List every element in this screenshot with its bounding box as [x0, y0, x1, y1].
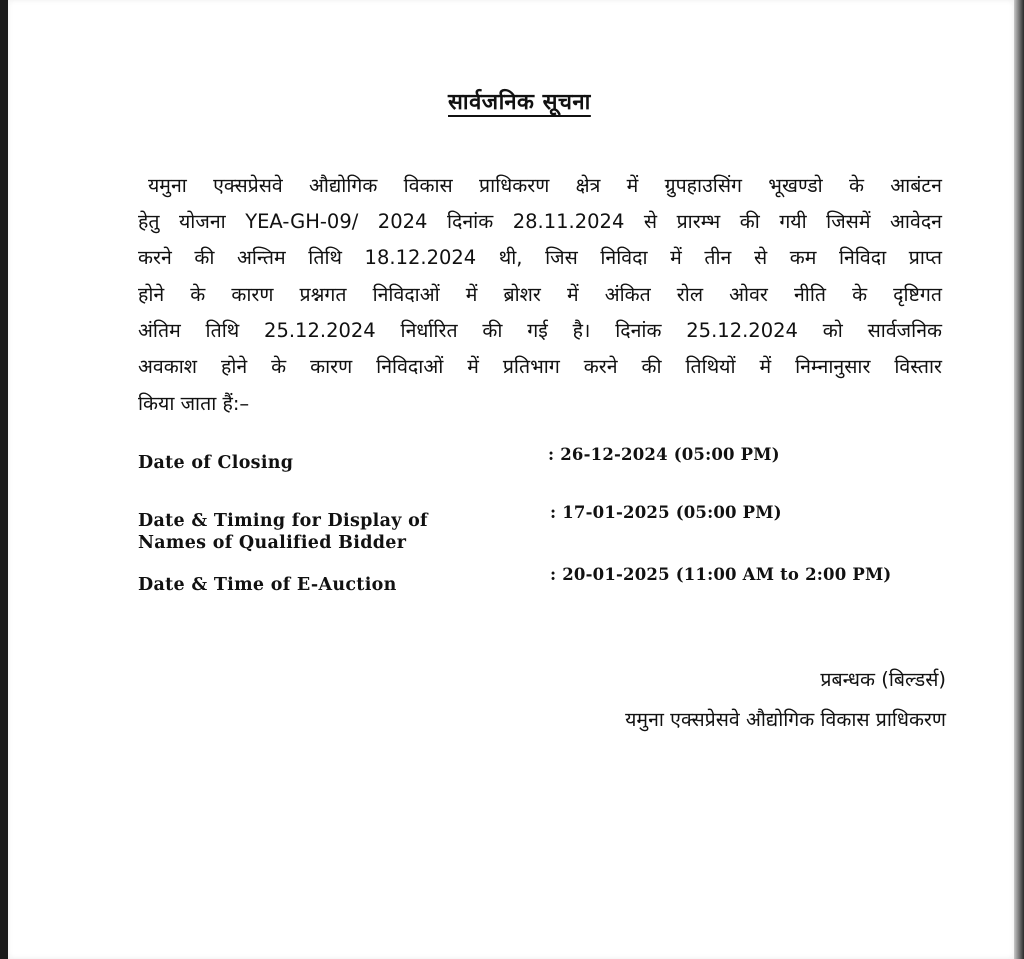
schedule-value-display: : 17-01-2025 (05:00 PM)	[550, 503, 782, 522]
notice-body-line: यमुना एक्सप्रेसवे औद्योगिक विकास प्राधिकरण क्षेत्र में ग्रुपहाउसिंग भूखण्डो के आबंटन	[148, 174, 942, 197]
notice-body-line: करने की अन्तिम तिथि 18.12.2024 थी, जिस निविदा में तीन से कम निविदा प्राप्त	[138, 246, 942, 269]
schedule-label-closing: Date of Closing	[138, 453, 294, 473]
schedule-label-display: Date & Timing for Display of	[138, 511, 428, 531]
notice-page	[8, 0, 1014, 959]
schedule-label-eauction: Date & Time of E-Auction	[138, 575, 397, 595]
notice-body-line: किया जाता हैं:–	[138, 392, 250, 415]
notice-body-line: अंतिम तिथि 25.12.2024 निर्धारित की गई है। दिनांक 25.12.2024 को सार्वजनिक	[138, 319, 942, 342]
notice-title: सार्वजनिक सूचना	[448, 90, 591, 115]
schedule-label-display-cont: Names of Qualified Bidder	[138, 533, 407, 553]
notice-body-line: होने के कारण प्रश्नगत निविदाओं में ब्रोशर में अंकित रोल ओवर नीति के दृष्टिगत	[138, 283, 942, 306]
schedule-value-closing: : 26-12-2024 (05:00 PM)	[548, 445, 780, 464]
signature-authority: यमुना एक्सप्रेसवे औद्योगिक विकास प्राधिकरण	[625, 708, 946, 731]
notice-body-line: हेतु योजना YEA-GH-09/ 2024 दिनांक 28.11.2024 से प्रारम्भ की गयी जिसमें आवेदन	[138, 210, 942, 233]
signature-designation: प्रबन्धक (बिल्डर्स)	[820, 668, 946, 691]
notice-body-line: अवकाश होने के कारण निविदाओं में प्रतिभाग करने की तिथियों में निम्नानुसार विस्तार	[138, 355, 942, 378]
schedule-value-eauction: : 20-01-2025 (11:00 AM to 2:00 PM)	[550, 565, 892, 584]
page-edge-shadow	[1014, 0, 1024, 959]
